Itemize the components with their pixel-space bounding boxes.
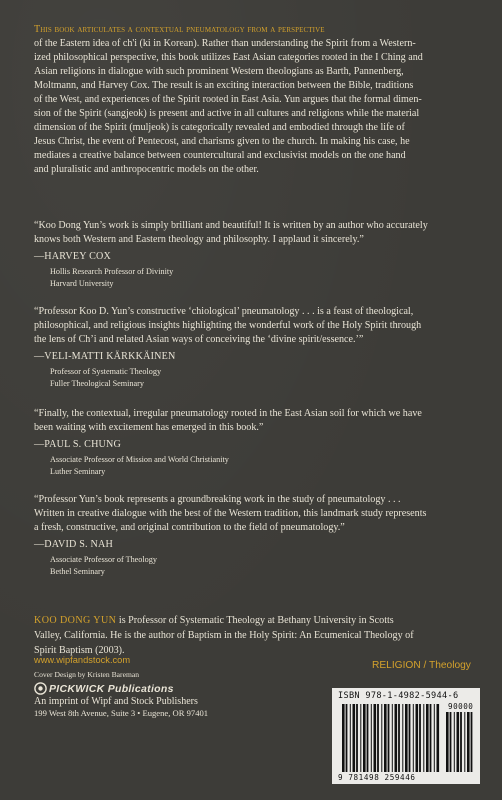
barcode-bar (392, 704, 393, 772)
subject-category: RELIGION / Theology (372, 660, 471, 671)
description-line: Jesus Christ, the event of Pentecost, and charisms given to the church. In making his case, he (34, 136, 410, 148)
ean-number: 9 781498 259446 (338, 773, 416, 782)
barcode-bar (342, 704, 345, 772)
endorser-institution: Luther Seminary (50, 466, 106, 476)
barcode-bar (471, 712, 473, 772)
description-line: Moltmann, and Harvey Cox. The result is an exciting interaction between the Bible, traditions (34, 80, 414, 92)
barcode-bar (416, 704, 419, 772)
description-line: and pluralistic and anthropocentric models on the other. (34, 164, 259, 176)
publisher-block (34, 655, 264, 718)
endorser-affiliation (50, 554, 474, 577)
endorser-title: Hollis Research Professor of Divinity (50, 267, 174, 277)
imprint-line: An imprint of Wipf and Stock Publishers (34, 696, 198, 707)
endorsement-nah (34, 493, 474, 577)
endorser-name: —VELI-MATTI KÄRKKÄINEN (34, 351, 176, 363)
author-bio-line: Spirit Baptism (2003). (34, 645, 125, 656)
endorsement-line: knows both Western and Eastern theology and philosophy. I applaud it sincerely.” (34, 234, 364, 246)
barcode-bar (374, 704, 377, 772)
endorsement-line: the lens of Ch’i and related Asian ways of conceiving the ‘divine spirit/essence.’” (34, 334, 364, 346)
price-addon-number: 90000 (448, 702, 474, 711)
description-line: sion of the Spirit (sangjeok) is present and active in all cultures and religions while the material (34, 108, 420, 120)
publisher-url[interactable]: www.wipfandstock.com (34, 655, 131, 665)
barcode-bar (395, 704, 398, 772)
endorsement-text (34, 305, 474, 347)
barcode-bar (423, 704, 424, 772)
endorser-institution: Bethel Seminary (50, 566, 105, 576)
barcode-bar (381, 704, 382, 772)
barcode-bar (426, 704, 429, 772)
description-line: of the Eastern idea of ch'i (ki in Korean). Rather than understanding the Spirit from a Western- (34, 38, 416, 50)
book-description (34, 23, 474, 178)
endorsement-line: “Professor Yun’s book represents a groundbreaking work in the study of pneumatology . . . (34, 494, 401, 505)
endorsement-text (34, 493, 474, 535)
endorser-institution: Fuller Theological Seminary (50, 378, 144, 388)
barcode-bar (363, 704, 366, 772)
barcode-bar (384, 704, 387, 772)
isbn-number: ISBN 978-1-4982-5944-6 (338, 691, 459, 701)
publisher-name-row (34, 682, 264, 695)
endorser-name: —DAVID S. NAH (34, 539, 113, 551)
barcode-bar (460, 712, 462, 772)
description-line: of the West, and experiences of the Spirit rooted in East Asia. Yun argues that the formal dimen- (34, 94, 422, 106)
barcode-bar (353, 704, 356, 772)
barcode-bar (405, 704, 408, 772)
barcode-bar (434, 704, 435, 772)
barcode-bar (409, 704, 411, 772)
author-bio-line: is Professor of Systematic Theology at Bethany University in Scotts (116, 615, 394, 626)
author-bio-line: Valley, California. He is the author of Baptism in the Holy Spirit: An Ecumenical Theology of (34, 630, 414, 641)
endorsement-line: Written in creative dialogue with the best of the Western tradition, this landmark study represents (34, 508, 427, 520)
author-name: KOO DONG YUN (34, 615, 117, 626)
endorser-title: Associate Professor of Mission and World Christianity (50, 455, 229, 465)
endorsement-line: philosophical, and religious insights highlighting the wonderful work of the Holy Spirit through (34, 320, 422, 332)
barcode-bar (467, 712, 470, 772)
barcode-bar (464, 712, 465, 772)
endorsement-text (34, 407, 474, 435)
barcode-bar (457, 712, 460, 772)
endorser-affiliation (50, 266, 474, 289)
endorsement-karkkainen (34, 305, 474, 389)
endorser-institution: Harvard University (50, 278, 114, 288)
barcode-bar (371, 704, 372, 772)
endorsement-line: a fresh, constructive, and original contribution to the field of pneumatology.” (34, 522, 345, 534)
barcode-bar (430, 704, 432, 772)
endorsement-line: been waiting with excitement has emerged in this book.” (34, 422, 264, 434)
barcode-bar (356, 704, 358, 772)
endorser-affiliation (50, 366, 474, 389)
author-bio (34, 613, 474, 658)
description-line: Asian religions in dialogue with such prominent Western theologians as Barth, Pannenberg, (34, 66, 404, 78)
endorsement-line: “Professor Koo D. Yun’s constructive ‘chiological’ pneumatology . . . is a feast of theological, (34, 306, 414, 317)
description-line: mediates a creative balance between countercultural and exclusivist models on the one hand (34, 150, 406, 162)
endorser-title: Professor of Systematic Theology (50, 367, 162, 377)
cover-design-credit: Cover Design by Kristen Bareman (34, 670, 140, 679)
pickwick-logo-icon (34, 682, 47, 695)
endorser-name: —HARVEY COX (34, 251, 112, 263)
barcode-bar (350, 704, 351, 772)
endorsement-chung (34, 407, 474, 477)
barcode-bar (377, 704, 379, 772)
endorsement-line: “Finally, the contextual, irregular pneumatology rooted in the East Asian soil for which we have (34, 408, 422, 419)
barcode-bar (388, 704, 390, 772)
barcode-bar (360, 704, 361, 772)
barcode-bar (398, 704, 400, 772)
endorser-name: —PAUL S. CHUNG (34, 439, 122, 451)
endorsement-text (34, 219, 474, 247)
barcode-bar (450, 712, 452, 772)
addon-bars (446, 712, 472, 772)
endorsement-cox (34, 219, 474, 289)
barcode-bar (402, 704, 403, 772)
barcode-bar (419, 704, 421, 772)
barcode-bar (454, 712, 455, 772)
endorser-title: Associate Professor of Theology (50, 555, 157, 565)
barcode-bar (346, 704, 348, 772)
barcode-bar (367, 704, 369, 772)
endorsement-line: “Koo Dong Yun’s work is simply brilliant and beautiful! It is written by an author who accurately (34, 220, 428, 231)
barcode-bar (446, 712, 449, 772)
endorser-affiliation (50, 454, 474, 477)
barcode-bar (413, 704, 414, 772)
publisher-name: PICKWICK Publications (49, 682, 174, 695)
description-lead: This book articulates a contextual pneumatology from a perspective (34, 24, 325, 35)
barcode-bar (437, 704, 440, 772)
ean-bars (342, 704, 439, 772)
description-line: ized philosophical perspective, this book utilizes East Asian categories rooted in the I Ching and (34, 52, 423, 64)
description-line: dimension of the Spirit (muljeok) is categorically revealed and embodied through the life of (34, 122, 405, 134)
barcode-label (332, 688, 480, 784)
publisher-address: 199 West 8th Avenue, Suite 3 • Eugene, OR 97401 (34, 708, 209, 718)
